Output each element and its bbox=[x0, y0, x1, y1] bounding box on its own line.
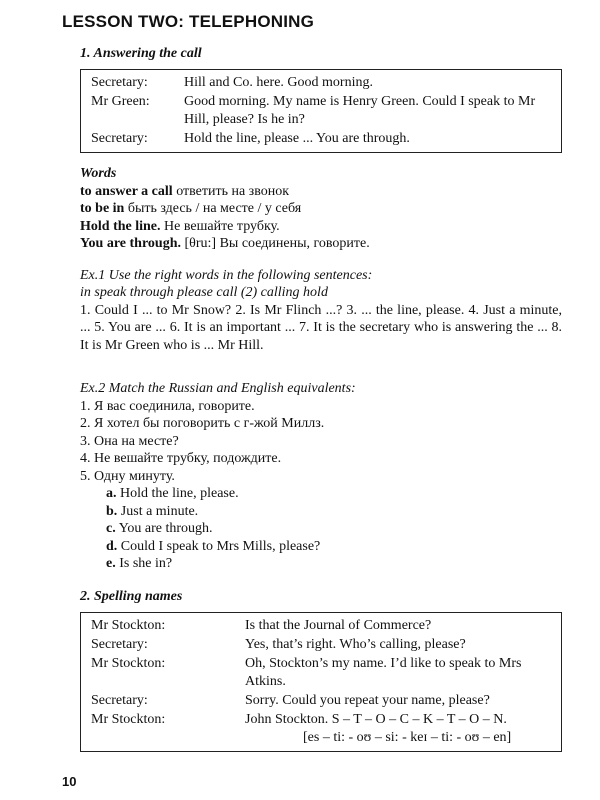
page bbox=[62, 12, 562, 764]
english-item-text: You are through. bbox=[115, 521, 213, 536]
english-item-letter: a. bbox=[106, 486, 117, 501]
russian-item: 3. Она на месте? bbox=[80, 433, 179, 449]
speaker: Mr Stockton: bbox=[91, 617, 166, 633]
vocab-item bbox=[80, 218, 562, 236]
exercise-1-text: 1. Could I ... to Mr Snow? 2. Is Mr Flinch ...? 3. ... the line, please. 4. Just a minute, ... 5. You are ... 6. It is an important ... 7. It is the secretary who is answering the ... 8. It is Mr Green who is ... Mr Hill. bbox=[80, 302, 562, 353]
dialogue-line: Is that the Journal of Commerce? bbox=[245, 617, 432, 633]
vocab-translation: [θru:] Вы соединены, говорите. bbox=[181, 236, 370, 251]
english-item bbox=[80, 503, 562, 521]
dialogue-row bbox=[91, 130, 553, 148]
vocab-translation: Не вешайте трубку. bbox=[160, 218, 280, 234]
lesson-title: LESSON TWO: TELEPHONING bbox=[62, 12, 315, 31]
vocab-term: You are through. bbox=[80, 236, 182, 251]
russian-item: 2. Я хотел бы поговорить с г-жой Миллз. bbox=[80, 416, 325, 431]
vocab-translation: ответить на звонок bbox=[172, 183, 290, 199]
exercise-2 bbox=[80, 380, 562, 573]
dialogue-row bbox=[91, 93, 553, 129]
english-item-letter: b. bbox=[106, 503, 118, 519]
dialogue-row bbox=[91, 74, 553, 92]
english-item bbox=[80, 485, 562, 503]
dialogue-row bbox=[91, 636, 553, 654]
exercise-1 bbox=[80, 267, 562, 355]
english-item-letter: e. bbox=[106, 556, 116, 571]
words-block bbox=[80, 165, 562, 253]
speaker: Secretary: bbox=[91, 636, 148, 652]
speaker: Mr Green: bbox=[91, 94, 150, 109]
section-heading-spelling: 2. Spelling names bbox=[80, 588, 183, 604]
dialogue-line: Oh, Stockton’s my name. I’d like to speak to Mrs Atkins. bbox=[245, 655, 522, 689]
english-item-text: Just a minute. bbox=[117, 503, 199, 519]
exercise-1-heading: Ex.1 Use the right words in the following sentences: bbox=[80, 267, 373, 283]
english-item bbox=[80, 520, 562, 538]
exercise-1-word-bank: in speak through please call (2) calling hold bbox=[80, 285, 328, 300]
dialogue-row bbox=[91, 711, 553, 747]
speaker: Secretary: bbox=[91, 131, 148, 146]
dialogue-line: Good morning. My name is Henry Green. Could I speak to Mr Hill, please? Is he in? bbox=[184, 94, 536, 127]
vocab-term: to answer a call bbox=[80, 183, 173, 199]
speaker: Mr Stockton: bbox=[91, 711, 166, 727]
speaker: Mr Stockton: bbox=[91, 655, 166, 671]
english-item bbox=[80, 555, 562, 573]
vocab-translation: быть здесь / на месте / у себя bbox=[124, 201, 302, 216]
russian-item: 5. Одну минуту. bbox=[80, 468, 175, 484]
dialogue-row bbox=[91, 617, 553, 635]
english-item bbox=[80, 538, 562, 556]
phonetic-transcription: [es – ti: - oʊ – si: - keɪ – ti: - oʊ – en] bbox=[303, 729, 512, 745]
dialogue-line: Sorry. Could you repeat your name, please? bbox=[245, 692, 490, 708]
vocab-item bbox=[80, 200, 562, 218]
exercise-2-heading: Ex.2 Match the Russian and English equivalents: bbox=[80, 381, 356, 396]
english-item-letter: c. bbox=[106, 521, 116, 536]
vocab-term: to be in bbox=[80, 201, 125, 216]
section-heading-answering: 1. Answering the call bbox=[80, 46, 202, 61]
russian-item: 1. Я вас соединила, говорите. bbox=[80, 398, 255, 414]
russian-item: 4. Не вешайте трубку, подождите. bbox=[80, 451, 282, 466]
dialogue-line: Yes, that’s right. Who’s calling, please? bbox=[245, 636, 466, 652]
dialogue-line: Hold the line, please ... You are through. bbox=[184, 131, 410, 146]
dialogue-line: Hill and Co. here. Good morning. bbox=[184, 75, 373, 90]
english-item-letter: d. bbox=[106, 538, 118, 554]
dialogue-row bbox=[91, 655, 553, 691]
vocab-item bbox=[80, 183, 562, 201]
speaker: Secretary: bbox=[91, 75, 148, 90]
vocab-term: Hold the line. bbox=[80, 218, 161, 234]
english-item-text: Hold the line, please. bbox=[116, 486, 239, 501]
speaker: Secretary: bbox=[91, 692, 148, 708]
words-heading: Words bbox=[80, 166, 117, 181]
dialogue-row bbox=[91, 692, 553, 710]
english-item-text: Is she in? bbox=[115, 556, 173, 571]
page-number: 10 bbox=[62, 774, 77, 789]
dialogue-box-spelling bbox=[80, 612, 562, 752]
dialogue-line bbox=[245, 711, 553, 747]
vocab-item bbox=[80, 235, 562, 253]
english-item-text: Could I speak to Mrs Mills, please? bbox=[117, 538, 321, 554]
dialogue-box-answering bbox=[80, 69, 562, 153]
spelling-line: John Stockton. S – T – O – C – K – T – O – N. bbox=[245, 711, 507, 727]
